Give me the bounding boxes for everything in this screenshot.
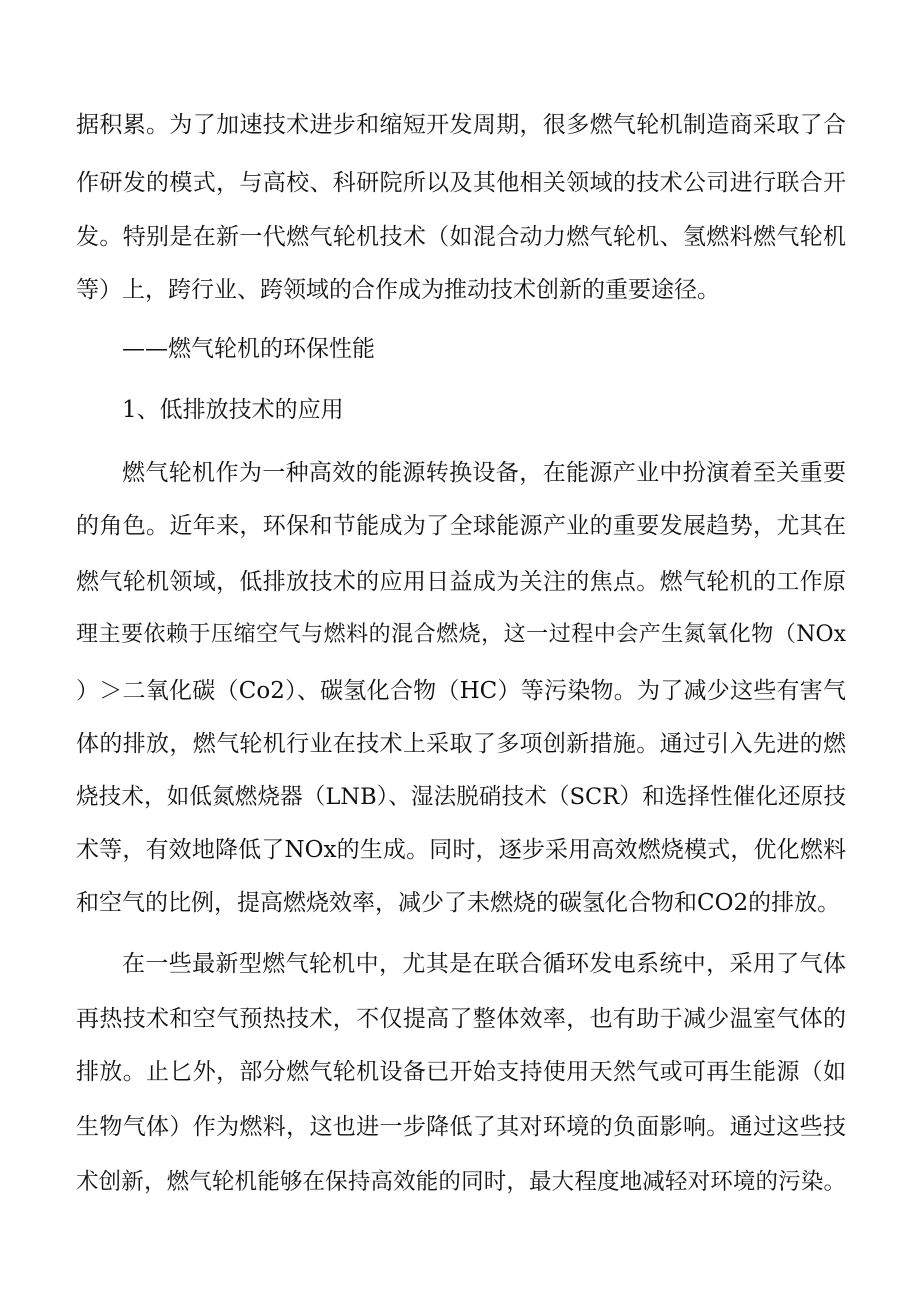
paragraph-line: 燃气轮机领域，低排放技术的应用日益成为关注的焦点。燃气轮机的工作原 (76, 569, 846, 595)
paragraph-line: 生物气体）作为燃料，这也进一步降低了其对环境的负面影响。通过这些技 (76, 1114, 846, 1140)
paragraph-line: 体的排放，燃气轮机行业在技术上采取了多项创新措施。通过引入先进的燃 (76, 731, 846, 757)
paragraph-line: 排放。止匕外，部分燃气轮机设备已开始支持使用天然气或可再生能源（如 (76, 1059, 846, 1085)
paragraph-line: ）＞二氧化碳（Co2）、碳氢化合物（HC）等污染物。为了减少这些有害气 (76, 678, 846, 704)
paragraph-line: 的角色。近年来，环保和节能成为了全球能源产业的重要发展趋势，尤其在 (76, 513, 846, 539)
paragraph-line: 作研发的模式，与高校、科研院所以及其他相关领域的技术公司进行联合开 (76, 170, 846, 196)
section-heading: ——燃气轮机的环保性能 (122, 336, 375, 362)
paragraph-line: 发。特别是在新一代燃气轮机技术（如混合动力燃气轮机、氢燃料燃气轮机 (76, 224, 846, 250)
paragraph-line: 术等，有效地降低了NOx的生成。同时，逐步采用高效燃烧模式，优化燃料 (76, 837, 846, 863)
paragraph-line: 再热技术和空气预热技术，不仅提高了整体效率，也有助于减少温室气体的 (76, 1006, 846, 1032)
subsection-heading: 1、低排放技术的应用 (122, 397, 344, 423)
paragraph-line: 燃气轮机作为一种高效的能源转换设备，在能源产业中扮演着至关重要 (122, 460, 846, 486)
paragraph-line: 等）上，跨行业、跨领域的合作成为推动技术创新的重要途径。 (76, 277, 720, 303)
paragraph-line: 和空气的比例，提高燃烧效率，减少了未燃烧的碳氢化合物和CO2的排放。 (76, 890, 841, 916)
paragraph-line: 据积累。为了加速技术进步和缩短开发周期，很多燃气轮机制造商采取了合 (76, 112, 846, 138)
paragraph-line: 术创新，燃气轮机能够在保持高效能的同时，最大程度地减轻对环境的污染。 (76, 1169, 846, 1195)
paragraph-line: 理主要依赖于压缩空气与燃料的混合燃烧，这一过程中会产生氮氧化物（NOx (76, 622, 846, 647)
paragraph-line: 在一些最新型燃气轮机中，尤其是在联合循环发电系统中，采用了气体 (122, 951, 846, 977)
paragraph-line: 烧技术，如低氮燃烧器（LNB）、湿法脱硝技术（SCR）和选择性催化还原技 (76, 784, 846, 810)
